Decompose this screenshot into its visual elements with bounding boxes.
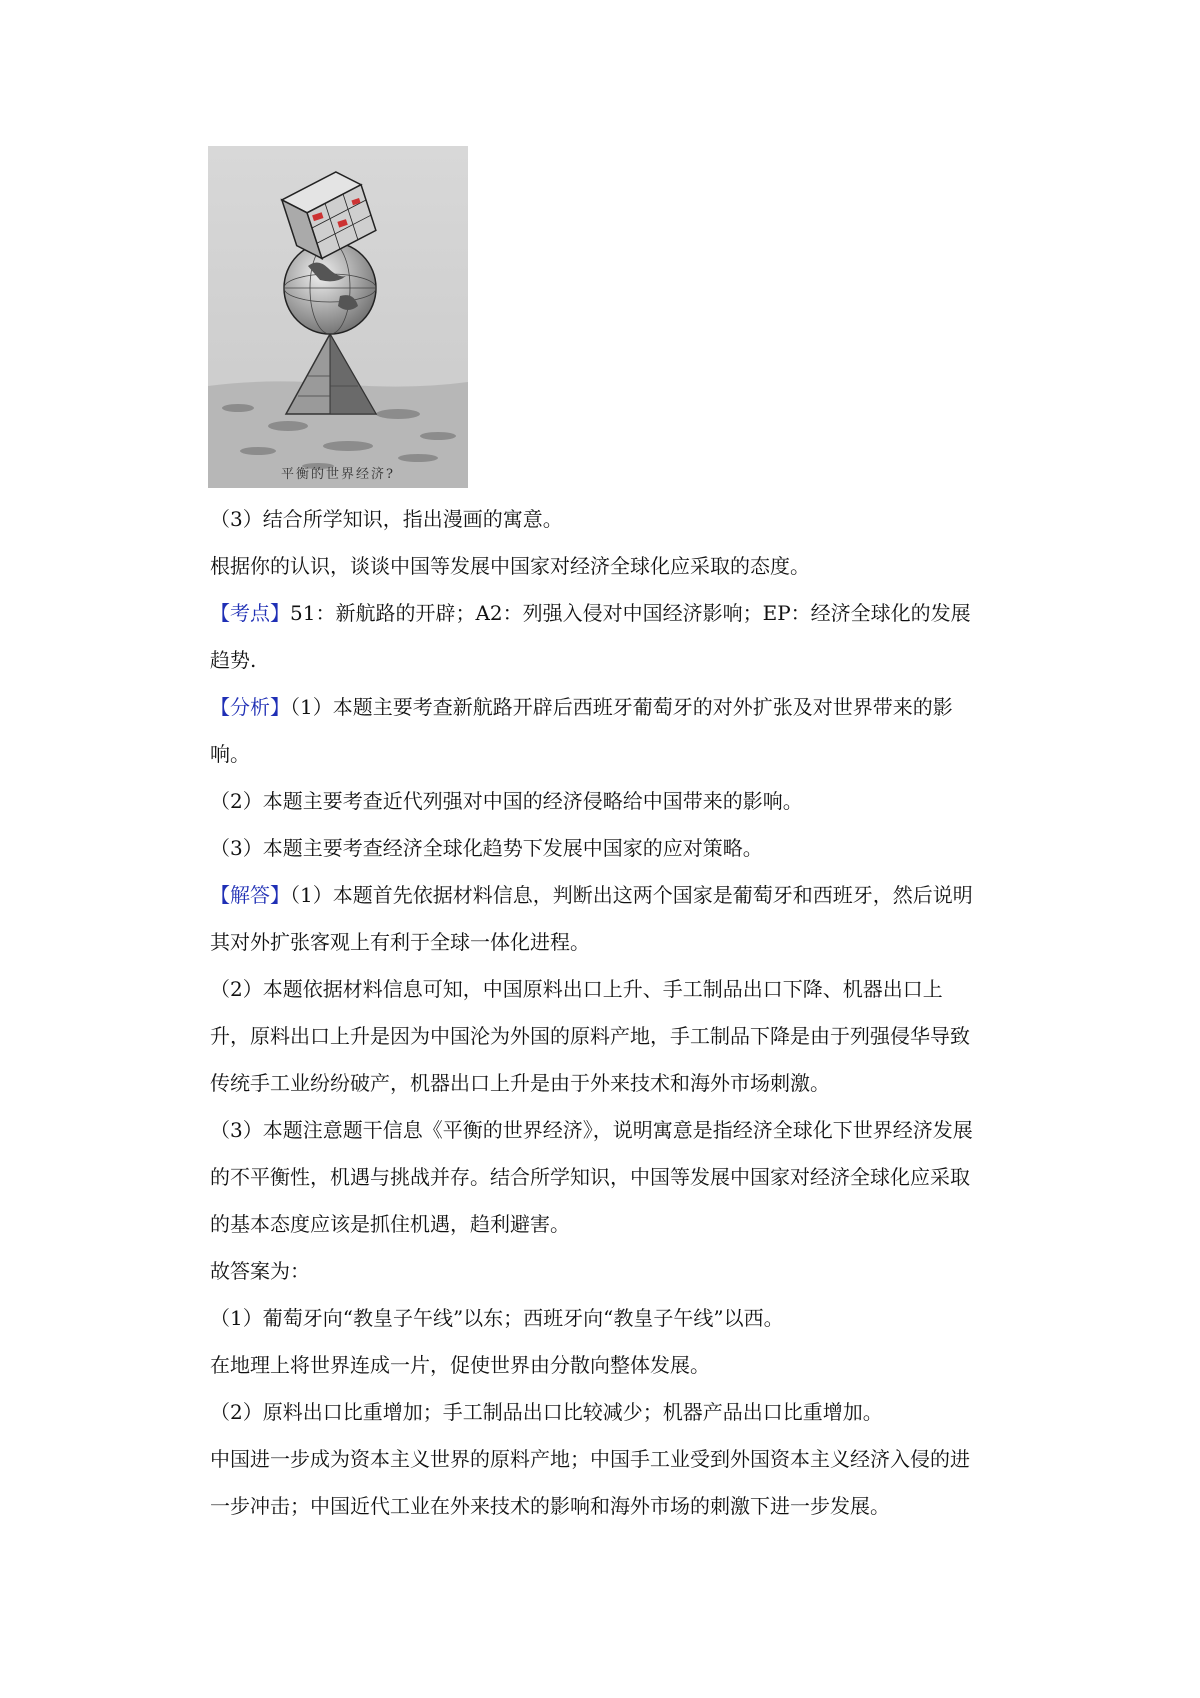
line-text: （3）本题注意题干信息《平衡的世界经济》，说明寓意是指经济全球化下世界经济发展: [210, 1118, 973, 1142]
jieda-tag: 【解答】: [210, 883, 290, 907]
answer-text-block: [210, 496, 1020, 1530]
kaodian-tag: 【考点】: [210, 601, 290, 625]
question-line: [210, 496, 1020, 543]
line-text: 趋势.: [210, 648, 257, 672]
line-text: 的不平衡性，机遇与挑战并存。结合所学知识，中国等发展中国家对经济全球化应采取: [210, 1165, 970, 1189]
line-text: （2）原料出口比重增加；手工制品出口比较减少；机器产品出口比重增加。: [210, 1400, 883, 1424]
fenxi-line: [210, 684, 1020, 731]
line-text: 根据你的认识，谈谈中国等发展中国家对经济全球化应采取的态度。: [210, 554, 810, 578]
line-text: （3）结合所学知识，指出漫画的寓意。: [210, 507, 563, 531]
text-line: [210, 778, 1020, 825]
balanced-world-economy-cartoon-icon: [208, 146, 468, 488]
text-line: [210, 825, 1020, 872]
line-text: 中国进一步成为资本主义世界的原料产地；中国手工业受到外国资本主义经济入侵的进: [210, 1447, 970, 1471]
line-text: 的基本态度应该是抓住机遇，趋利避害。: [210, 1212, 570, 1236]
text-line: [210, 1201, 1020, 1248]
kaodian-line: [210, 590, 1020, 637]
line-text: （2）本题依据材料信息可知，中国原料出口上升、手工制品出口下降、机器出口上: [210, 977, 943, 1001]
text-line: [210, 1013, 1020, 1060]
text-line: [210, 1342, 1020, 1389]
jieda-line: [210, 872, 1020, 919]
text-line: [210, 637, 1020, 684]
question-line: [210, 543, 1020, 590]
text-line: [210, 1436, 1020, 1483]
text-line: [210, 1389, 1020, 1436]
text-line: [210, 1154, 1020, 1201]
line-text: （1）葡萄牙向“教皇子午线”以东；西班牙向“教皇子午线”以西。: [210, 1306, 784, 1330]
line-text: 升，原料出口上升是因为中国沦为外国的原料产地，手工制品下降是由于列强侵华导致: [210, 1024, 970, 1048]
fenxi-tag: 【分析】: [210, 695, 290, 719]
text-line: [210, 1248, 1020, 1295]
line-text: （3）本题主要考查经济全球化趋势下发展中国家的应对策略。: [210, 836, 763, 860]
line-text: 51：新航路的开辟；A2：列强入侵对中国经济影响；EP：经济全球化的发展: [290, 601, 971, 625]
text-line: [210, 731, 1020, 778]
text-line: [210, 1483, 1020, 1530]
line-text: （2）本题主要考查近代列强对中国的经济侵略给中国带来的影响。: [210, 789, 803, 813]
text-line: [210, 1060, 1020, 1107]
line-text: 传统手工业纷纷破产，机器出口上升是由于外来技术和海外市场刺激。: [210, 1071, 830, 1095]
line-text: 其对外扩张客观上有利于全球一体化进程。: [210, 930, 590, 954]
line-text: 故答案为：: [210, 1259, 310, 1283]
line-text: （1）本题主要考查新航路开辟后西班牙葡萄牙的对外扩张及对世界带来的影: [290, 695, 953, 719]
line-text: （1）本题首先依据材料信息，判断出这两个国家是葡萄牙和西班牙，然后说明: [290, 883, 973, 907]
cartoon-figure: [208, 146, 468, 488]
text-line: [210, 1295, 1020, 1342]
line-text: 响。: [210, 742, 250, 766]
text-line: [210, 1107, 1020, 1154]
line-text: 一步冲击；中国近代工业在外来技术的影响和海外市场的刺激下进一步发展。: [210, 1494, 890, 1518]
figure-caption: 平衡的世界经济?: [281, 467, 395, 482]
text-line: [210, 919, 1020, 966]
text-line: [210, 966, 1020, 1013]
line-text: 在地理上将世界连成一片，促使世界由分散向整体发展。: [210, 1353, 710, 1377]
